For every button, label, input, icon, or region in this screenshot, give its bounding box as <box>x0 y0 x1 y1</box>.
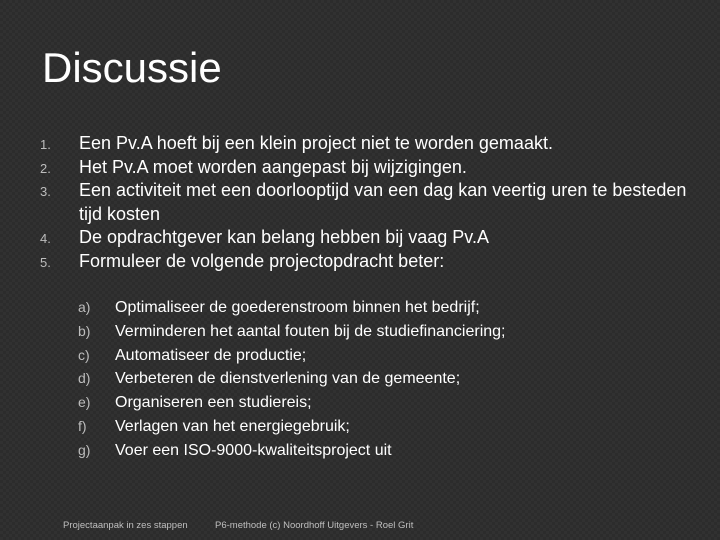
sub-list-item-text: Voer een ISO-9000-kwaliteitsproject uit <box>115 441 392 459</box>
sub-list-item-letter: b) <box>78 322 91 339</box>
sub-list-item-text: Verlagen van het energiegebruik; <box>115 417 350 435</box>
sub-list-item <box>78 391 698 415</box>
slide-title: Discussie <box>42 44 222 91</box>
sub-list-item-letter: c) <box>78 346 90 363</box>
sub-list-item-letter: f) <box>78 417 87 434</box>
sub-list-item-letter: e) <box>78 394 91 411</box>
list-item-number: 1. <box>40 137 51 152</box>
footer-course-title: Projectaanpak in zes stappen <box>63 520 188 531</box>
sub-list-item <box>78 439 698 463</box>
footer-copyright: P6-methode (c) Noordhoff Uitgevers - Roel Grit <box>215 520 414 531</box>
list-item-text: Formuleer de volgende projectopdracht beter: <box>79 250 445 271</box>
sub-list-item <box>78 296 698 320</box>
sub-list-item <box>78 367 698 391</box>
list-item-text: Een Pv.A hoeft bij een klein project niet te worden gemaakt. <box>79 133 553 153</box>
list-item <box>40 250 712 274</box>
list-item <box>40 179 712 226</box>
project-assignment-list <box>78 296 698 463</box>
list-item-number: 3. <box>40 184 51 199</box>
list-item-text: De opdrachtgever kan belang hebben bij vaag Pv.A <box>79 227 489 247</box>
list-item <box>40 226 712 250</box>
discussion-list <box>40 132 712 273</box>
sub-list-item <box>78 344 698 368</box>
list-item-text: Het Pv.A moet worden aangepast bij wijzigingen. <box>79 156 467 177</box>
list-item <box>40 156 712 180</box>
sub-list-item-text: Verminderen het aantal fouten bij de studiefinanciering; <box>115 322 506 340</box>
sub-list-item-letter: a) <box>78 299 91 315</box>
sub-list-item-letter: d) <box>78 370 91 387</box>
sub-list-item <box>78 320 698 344</box>
sub-list-item-text: Verbeteren de dienstverlening van de gemeente; <box>115 370 461 388</box>
sub-list-item-text: Optimaliseer de goederenstroom binnen het bedrijf; <box>115 299 480 316</box>
list-item <box>40 132 712 156</box>
sub-list-item-text: Organiseren een studiereis; <box>115 394 312 412</box>
sub-list-item-text: Automatiseer de productie; <box>115 346 307 364</box>
sub-list-item-letter: g) <box>78 441 91 458</box>
list-item-text: Een activiteit met een doorlooptijd van een dag kan veertig uren te besteden tijd kosten <box>79 180 687 224</box>
sub-list-item <box>78 415 698 439</box>
list-item-number: 2. <box>40 160 51 176</box>
list-item-number: 4. <box>40 231 51 246</box>
list-item-number: 5. <box>40 254 51 270</box>
